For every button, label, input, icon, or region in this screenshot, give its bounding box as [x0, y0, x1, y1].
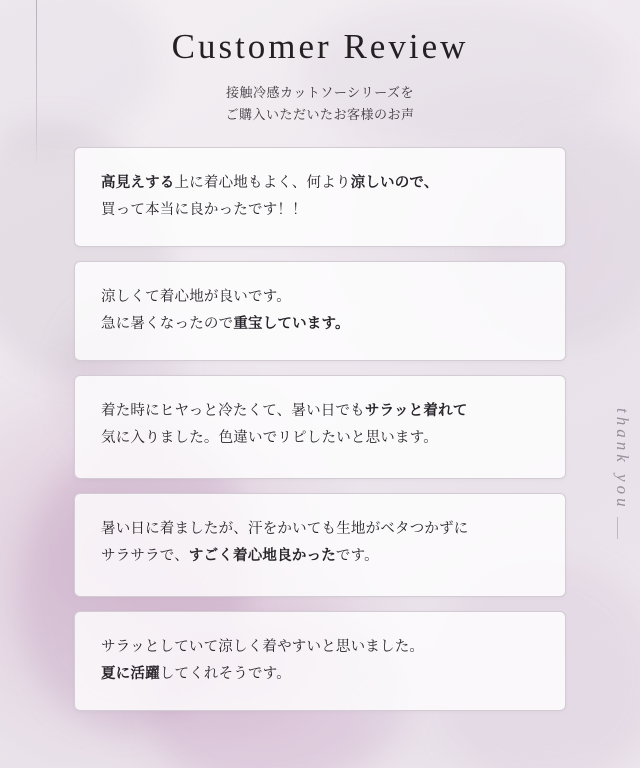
review-text-bold: 夏に活躍 [101, 665, 160, 682]
review-text-plain: 着た時にヒヤっと冷たくて、暑い日でも [101, 403, 365, 419]
review-text-plain: 暑い日に着ましたが、汗をかいても生地がベタつかずに [101, 521, 469, 537]
review-list [74, 147, 566, 711]
page-title: Customer Review [171, 27, 469, 66]
page-subtitle [0, 82, 640, 128]
page-header [0, 0, 640, 127]
review-text-bold: 涼しいので、 [350, 175, 439, 191]
review-card [74, 375, 566, 479]
review-card [74, 147, 566, 247]
review-text-bold: すごく着心地良かった [188, 547, 336, 564]
review-text-plain: 急に暑くなったので [101, 315, 234, 332]
review-card [74, 261, 566, 361]
review-text [101, 398, 539, 452]
review-text-plain: 気に入りました。色違いでリピしたいと思います。 [101, 429, 438, 446]
review-text-plain: サラサラで、 [101, 547, 189, 564]
review-text-bold: 重宝しています。 [233, 315, 350, 332]
review-text [101, 516, 539, 570]
review-card [74, 611, 566, 711]
review-text-plain: です。 [335, 547, 379, 564]
page-subtitle-line-1: 接触冷感カットソーシリーズを [226, 84, 414, 100]
review-text-plain: 上に着心地もよく、何より [174, 175, 351, 191]
thank-you-script-decoration: thank you [602, 408, 632, 511]
page-subtitle-line-2: ご購入いただいたお客様のお声 [225, 107, 415, 123]
review-text-plain: 買って本当に良かったです！！ [101, 201, 307, 218]
review-text-bold: 高見えする [101, 175, 175, 191]
review-text-plain: 涼しくて着心地が良いです。 [101, 289, 291, 305]
review-text-bold: サラッと着れて [364, 403, 468, 419]
review-text [101, 170, 539, 224]
review-text [101, 634, 539, 688]
review-text [101, 284, 539, 338]
review-text-plain: してくれそうです。 [159, 665, 291, 682]
review-card [74, 493, 566, 597]
review-text-plain: サラッとしていて涼しく着やすいと思いました。 [101, 639, 425, 655]
